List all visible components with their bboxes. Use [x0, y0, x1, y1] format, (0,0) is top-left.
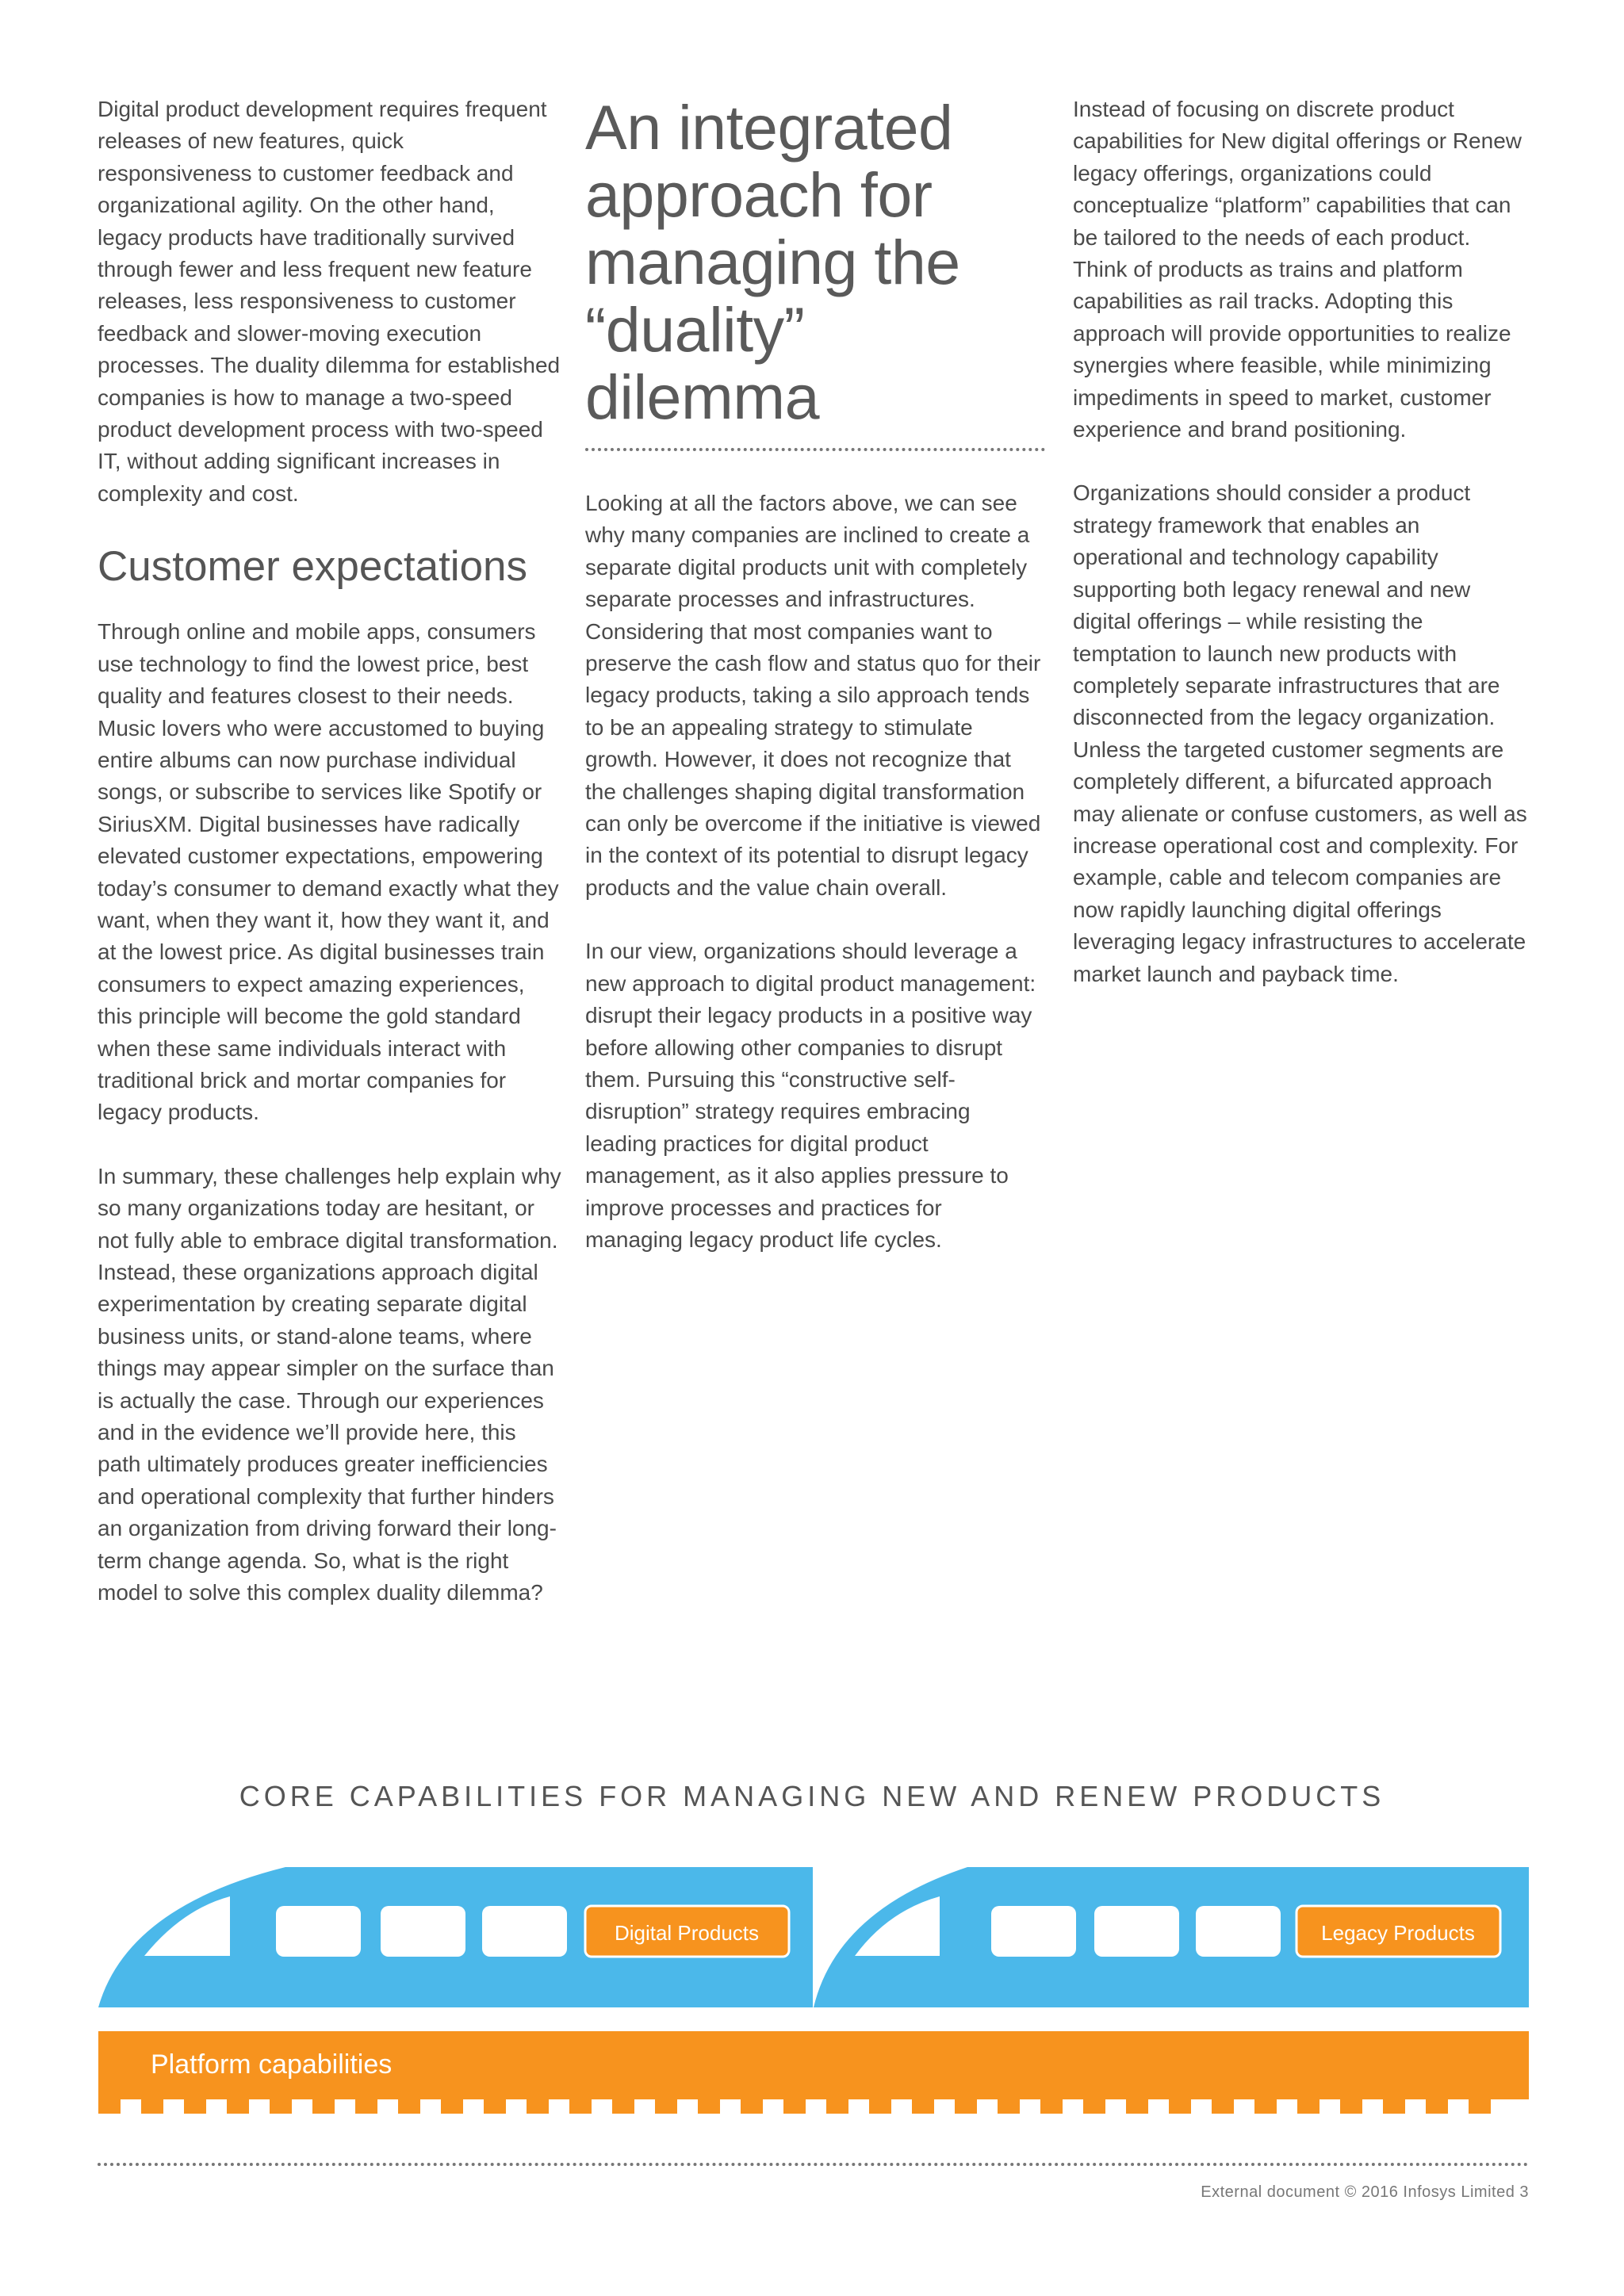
rail-tooth	[612, 2099, 634, 2114]
rail-tooth	[98, 2099, 121, 2114]
digital-products-label: Digital Products	[614, 1921, 760, 1945]
rail-tooth	[998, 2099, 1020, 2114]
rail-tooth	[1469, 2099, 1491, 2114]
rail-tooth	[441, 2099, 463, 2114]
train-1-window	[381, 1906, 465, 1957]
rail-tooth	[398, 2099, 420, 2114]
customer-expectations-paragraph: Through online and mobile apps, consumers use technology to find the lowest price, best quality and features closest to their needs. Music lovers who were accustomed to buying entire albums can now purchase individual songs, or subscribe to services like Spotify or SiriusXM. Digital businesses have radically elevated customer expectations, empowering today’s consumer to demand exactly what they want, when they want it, how they want it, and at the lowest price. As digital businesses train consumers to expect amazing experiences, this principle will become the gold standard when these same individuals interact with traditional brick and mortar companies for legacy products.	[98, 619, 559, 1125]
trains-on-platform-graphic	[95, 1863, 1529, 2125]
rail-tooth	[912, 2099, 934, 2114]
train-1-window	[482, 1906, 567, 1957]
platform-rail	[98, 2031, 1529, 2114]
train-legacy-products	[814, 1867, 1529, 2007]
rail-tooth	[1083, 2099, 1105, 2114]
rail-tooth	[698, 2099, 720, 2114]
train-2-window	[1094, 1906, 1179, 1957]
rail-tooth	[184, 2099, 206, 2114]
rail-tooth	[527, 2099, 549, 2114]
factors-paragraph: Looking at all the factors above, we can see why many companies are inclined to create a separate digital products unit with completely separate processes and infrastructures. Considering that most companies want to preserve the cash flow and status quo for their legacy products, taking a silo approach tends to be an appealing strategy to stimulate growth. However, it does not recognize that the challenges shaping digital transformation can only be overcome if the initiative is viewed in the context of its potential to disrupt legacy products and the value chain overall.	[585, 491, 1041, 900]
rail-tooth	[1383, 2099, 1405, 2114]
rail-teeth	[98, 2099, 1491, 2114]
rail-tooth	[869, 2099, 891, 2114]
train-2-window	[991, 1906, 1076, 1957]
rail-tooth	[141, 2099, 163, 2114]
train-2-window	[1196, 1906, 1281, 1957]
rail-tooth	[655, 2099, 677, 2114]
train-digital-products	[98, 1867, 813, 2007]
platform-capabilities-label: Platform capabilities	[151, 2049, 393, 2080]
text-column-1	[98, 94, 561, 1640]
rail-tooth	[1254, 2099, 1277, 2114]
graphic-title: CORE CAPABILITIES FOR MANAGING NEW AND RENEW PRODUCTS	[239, 1780, 1385, 1812]
approach-paragraph: In our view, organizations should leverage a new approach to digital product management: disrupt their legacy products in a positive way before allowing other companies to disrupt them. Pursuing this “constructive self-disruption” strategy requires embracing leading practices for digital product management, as it also applies pressure to improve processes and practices for managing legacy product life cycles.	[585, 939, 1036, 1252]
rail-tooth	[270, 2099, 292, 2114]
heading-divider	[585, 448, 1045, 451]
footer-text: External document © 2016 Infosys Limited 3	[1201, 2183, 1529, 2201]
rail-tooth	[312, 2099, 335, 2114]
rail-tooth	[1040, 2099, 1063, 2114]
rail-tooth	[1340, 2099, 1362, 2114]
main-heading: An integrated approach for managing the “duality” dilemma	[585, 92, 960, 432]
rail-tooth	[227, 2099, 249, 2114]
rail-tooth	[1212, 2099, 1234, 2114]
platform-paragraph: Instead of focusing on discrete product capabilities for New digital offerings or Renew legacy offerings, organizations could conceptualize “platform” capabilities that can be tailored to the needs of each product. Think of products as trains and platform capabilities as rail tracks. Adopting this approach will provide opportunities to realize synergies where feasible, while minimizing impediments in speed to market, customer experience and brand positioning.	[1073, 97, 1522, 442]
rail-tooth	[484, 2099, 506, 2114]
summary-paragraph: In summary, these challenges help explain why so many organizations today are hesitant, or not fully able to embrace digital transformation. Instead, these organizations approach digital experimentation by creating separate digital business units, or stand-alone teams, where things may appear simpler on the surface than is actually the case. Through our experiences and in the evidence we’ll provide here, this path ultimately produces greater inefficiencies and operational complexity that further hinders an organization from driving forward their long-term change agenda. So, what is the right model to solve this complex duality dilemma?	[98, 1163, 561, 1605]
train-1-window	[276, 1906, 361, 1957]
rail-tooth	[955, 2099, 977, 2114]
rail-tooth	[741, 2099, 763, 2114]
section-heading-customer-expectations: Customer expectations	[98, 543, 528, 591]
text-column-3	[1073, 94, 1529, 1022]
rail-tooth	[1126, 2099, 1148, 2114]
rail-tooth	[569, 2099, 592, 2114]
intro-paragraph: Digital product development requires frequent releases of new features, quick responsiveness to customer feedback and organizational agility. On the other hand, legacy products have traditionally survived through fewer and less frequent new feature releases, less responsiveness to customer feedback and slower-moving execution processes. The duality dilemma for established companies is how to manage a two-speed product development process with two-speed IT, without adding significant increases in complexity and cost.	[98, 97, 561, 506]
rail-tooth	[1169, 2099, 1191, 2114]
rail-tooth	[783, 2099, 806, 2114]
legacy-products-label: Legacy Products	[1321, 1921, 1475, 1945]
footer-divider	[98, 2163, 1529, 2166]
rail-tooth	[1426, 2099, 1448, 2114]
framework-paragraph: Organizations should consider a product strategy framework that enables an operational and technology capability supporting both legacy renewal and new digital offerings – while resisting the temptation to launch new products with completely separate infrastructures that are disconnected from the legacy organization. Unless the targeted customer segments are completely different, a bifurcated approach may alienate or confuse customers, as well as increase operational cost and complexity. For example, cable and telecom companies are now rapidly launching digital offerings leveraging legacy infrastructures to accelerate market launch and payback time.	[1073, 480, 1527, 986]
rail-tooth	[826, 2099, 848, 2114]
rail-tooth	[355, 2099, 377, 2114]
text-column-2	[585, 94, 1045, 1288]
rail-tooth	[1297, 2099, 1320, 2114]
